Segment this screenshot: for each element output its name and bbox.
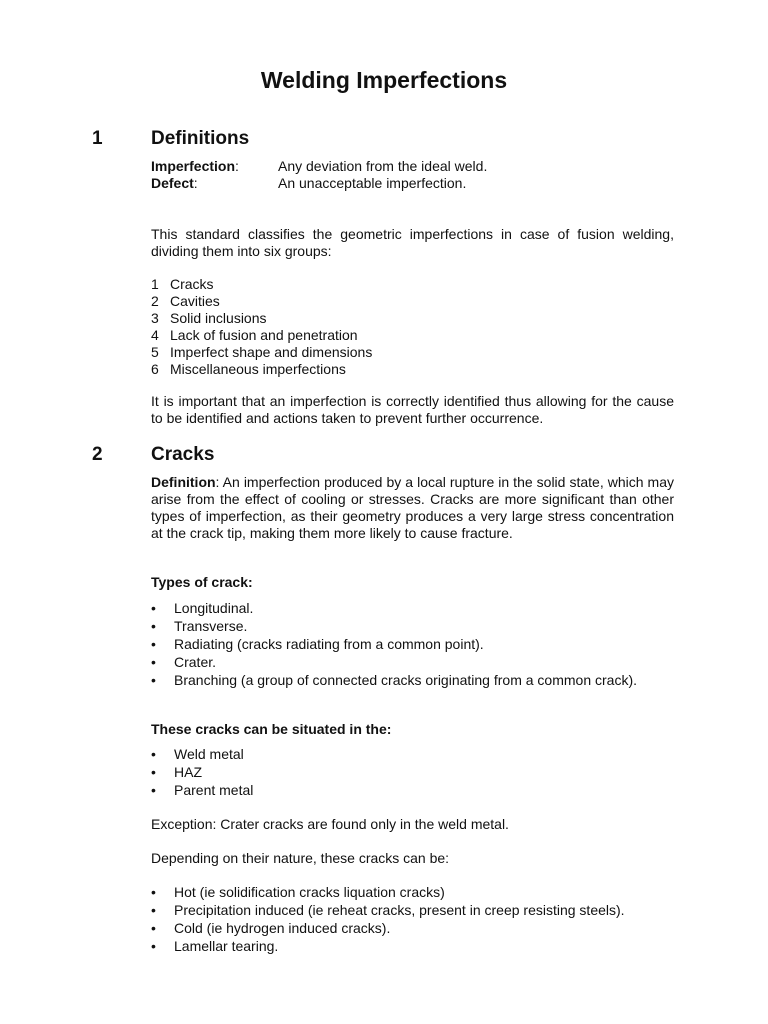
list-item: 6 Miscellaneous imperfections [151,361,346,377]
bullet-icon: • [151,636,156,652]
exception-note: Exception: Crater cracks are found only in the weld metal. [151,816,509,832]
bullet-icon: • [151,654,156,670]
list-item: • Crater. [151,654,217,670]
crack-location-heading: These cracks can be situated in the: [151,721,392,737]
definition-term: Defect [151,175,194,191]
crack-types-list [151,600,674,690]
list-item: 5 Imperfect shape and dimensions [151,344,373,360]
bullet-icon: • [151,618,156,634]
bullet-icon: • [151,672,156,688]
definitions-list [151,158,674,192]
list-item: • Parent metal [151,782,254,798]
section-number: 2 [92,444,103,465]
definition-description: Any deviation from the ideal weld. [278,158,488,174]
section-title: Cracks [151,444,215,465]
list-item: • Precipitation induced (ie reheat cracks, present in creep resisting steels). [151,902,625,918]
definition-description: An unacceptable imperfection. [278,175,467,191]
bullet-icon: • [151,884,156,900]
bullet-icon: • [151,764,156,780]
definition-term: Imperfection [151,158,236,174]
bullet-icon: • [151,938,156,954]
list-item: 4 Lack of fusion and penetration [151,327,358,343]
list-item: 3 Solid inclusions [151,310,267,326]
bullet-icon: • [151,782,156,798]
identification-paragraph: It is important that an imperfection is correctly identified thus allowing for the cause to be identified and actions taken to prevent further occurrence. [151,393,674,426]
imperfection-groups-list [151,276,674,378]
bullet-icon: • [151,600,156,616]
list-item: • Weld metal [151,746,244,762]
classification-intro: This standard classifies the geometric imperfections in case of fusion welding, dividing them into six groups: [151,226,674,259]
crack-definition [151,474,674,542]
list-item: • HAZ [151,764,202,780]
list-item: 2 Cavities [151,293,220,309]
list-item: • Lamellar tearing. [151,938,279,954]
types-of-crack-heading: Types of crack: [151,574,253,590]
crack-location-list [151,746,674,800]
list-item: • Longitudinal. [151,600,254,616]
definition-row: Defect: An unacceptable imperfection. [151,175,467,191]
list-item: • Hot (ie solidification cracks liquation cracks) [151,884,445,900]
list-item: • Transverse. [151,618,248,634]
definition-text: : An imperfection produced by a local rupture in the solid state, which may arise from the effect of cooling or stresses. Cracks are more significant than other types of imperfection, as their geometry produces a very large stress concentration at the crack tip, making them more likely to cause fracture. [151,474,674,541]
bullet-icon: • [151,920,156,936]
definition-label: Definition [151,474,216,490]
list-item: • Radiating (cracks radiating from a common point). [151,636,484,652]
list-item: 1 Cracks [151,276,214,292]
nature-intro: Depending on their nature, these cracks can be: [151,850,450,866]
definition-row: Imperfection: Any deviation from the ideal weld. [151,158,488,174]
crack-nature-list [151,884,674,956]
list-item: • Branching (a group of connected cracks originating from a common crack). [151,672,637,688]
document-title: Welding Imperfections [260,67,508,93]
section-title: Definitions [151,128,250,149]
bullet-icon: • [151,902,156,918]
list-item: • Cold (ie hydrogen induced cracks). [151,920,391,936]
bullet-icon: • [151,746,156,762]
section-number: 1 [92,128,103,149]
